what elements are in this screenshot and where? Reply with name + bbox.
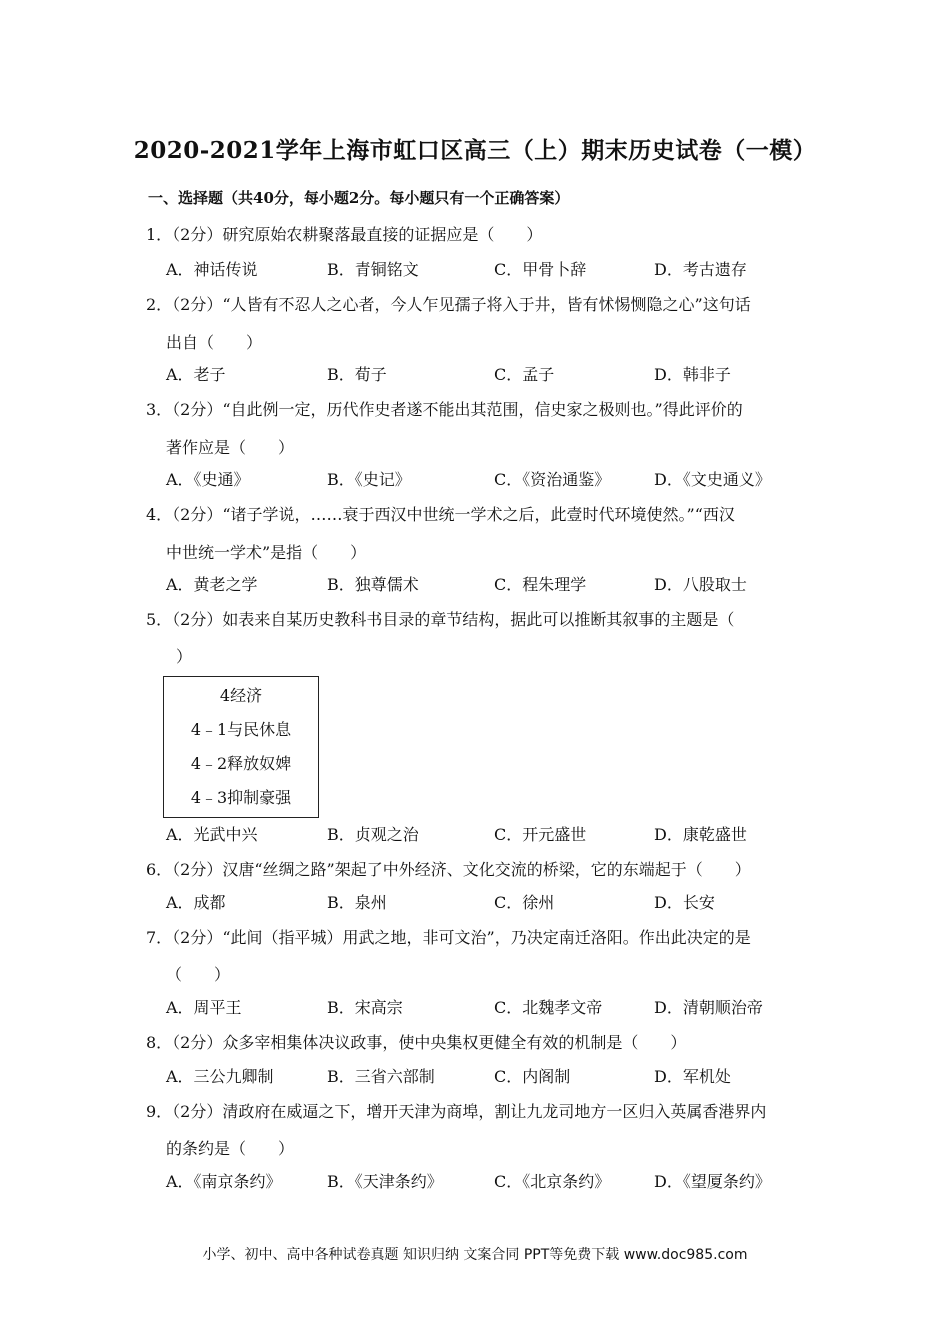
- option-c: C．甲骨卜辞: [494, 260, 587, 279]
- table-row: 4﹣1与民休息: [190, 720, 292, 739]
- option-d: D．八股取士: [654, 575, 747, 594]
- option-a: A．周平王: [166, 998, 242, 1017]
- question-5-stem: 5．（2分）如表来自某历史教科书目录的章节结构，据此可以推断其叙事的主题是（: [146, 610, 735, 629]
- option-b: B．泉州: [327, 893, 387, 912]
- option-b: B．荀子: [327, 365, 387, 384]
- option-b: B．青铜铭文: [327, 260, 419, 279]
- question-8-stem: 8．（2分）众多宰相集体决议政事，使中央集权更健全有效的机制是（ ）: [146, 1033, 687, 1052]
- table-row: 4﹣2释放奴婢: [190, 754, 292, 773]
- question-6-options: [166, 890, 806, 912]
- option-d: D．清朝顺治帝: [654, 998, 763, 1017]
- option-d: D．长安: [654, 893, 715, 912]
- question-8-options: [166, 1064, 806, 1086]
- option-c: C．程朱理学: [494, 575, 587, 594]
- option-d: D．《望厦条约》: [654, 1172, 771, 1191]
- option-d: D．军机处: [654, 1067, 731, 1086]
- question-7-stem-continued: （ ）: [166, 965, 231, 984]
- chapter-table: [163, 676, 319, 818]
- option-b: B．《史记》: [327, 470, 411, 489]
- option-a: A．老子: [166, 365, 226, 384]
- option-a: A．三公九卿制: [166, 1067, 274, 1086]
- table-row: 4经济: [219, 686, 263, 705]
- option-a: A．神话传说: [166, 260, 258, 279]
- option-c: C．《北京条约》: [494, 1172, 611, 1191]
- question-2-options: [166, 362, 806, 384]
- option-c: C．孟子: [494, 365, 555, 384]
- option-d: D．考古遗存: [654, 260, 747, 279]
- question-4-stem-continued: 中世统一学术”是指（ ）: [166, 543, 367, 562]
- question-4-options: [166, 572, 806, 594]
- question-1-stem: 1．（2分）研究原始农耕聚落最直接的证据应是（ ）: [146, 225, 543, 244]
- question-3-stem-continued: 著作应是（ ）: [166, 438, 295, 457]
- option-d: D．韩非子: [654, 365, 731, 384]
- page-footer: 小学、初中、高中各种试卷真题 知识归纳 文案合同 PPT等免费下载 www.doc985.com: [202, 1247, 748, 1263]
- option-b: B．贞观之治: [327, 825, 419, 844]
- option-c: C．开元盛世: [494, 825, 587, 844]
- option-a: A．《南京条约》: [166, 1172, 282, 1191]
- question-6-stem: 6．（2分）汉唐“丝绸之路”架起了中外经济、文化交流的桥梁，它的东端起于（ ）: [146, 860, 751, 879]
- question-9-stem: 9．（2分）清政府在威逼之下，增开天津为商埠，割让九龙司地方一区归入英属香港界内: [146, 1102, 767, 1121]
- page-title: 2020-2021学年上海市虹口区高三（上）期末历史试卷（一模）: [133, 137, 817, 164]
- option-b: B．宋高宗: [327, 998, 403, 1017]
- question-5-stem-continued: ）: [176, 647, 193, 666]
- option-c: C．内阁制: [494, 1067, 571, 1086]
- question-5-options: [166, 822, 806, 844]
- question-3-options: [166, 467, 806, 489]
- table-row: 4﹣3抑制豪强: [190, 788, 292, 807]
- option-b: B．独尊儒术: [327, 575, 419, 594]
- option-b: B．《天津条约》: [327, 1172, 443, 1191]
- option-a: A．光武中兴: [166, 825, 258, 844]
- option-c: C．徐州: [494, 893, 555, 912]
- question-7-options: [166, 995, 806, 1017]
- question-2-stem-continued: 出自（ ）: [166, 333, 263, 352]
- question-9-stem-continued: 的条约是（ ）: [166, 1139, 295, 1158]
- option-d: D．康乾盛世: [654, 825, 747, 844]
- option-a: A．成都: [166, 893, 226, 912]
- option-b: B．三省六部制: [327, 1067, 435, 1086]
- option-a: A．《史通》: [166, 470, 250, 489]
- question-7-stem: 7．（2分）“此间（指平城）用武之地，非可文治”，乃决定南迁洛阳。作出此决定的是: [146, 928, 751, 947]
- option-a: A．黄老之学: [166, 575, 258, 594]
- question-2-stem: 2．（2分）“人皆有不忍人之心者，今人乍见孺子将入于井，皆有怵惕恻隐之心”这句话: [146, 295, 751, 314]
- option-c: C．《资治通鉴》: [494, 470, 611, 489]
- question-1-options: [166, 257, 806, 279]
- question-9-options: [166, 1169, 806, 1191]
- option-c: C．北魏孝文帝: [494, 998, 603, 1017]
- option-d: D．《文史通义》: [654, 470, 771, 489]
- question-3-stem: 3．（2分）“自此例一定，历代作史者遂不能出其范围，信史家之极则也。”得此评价的: [146, 400, 743, 419]
- section-heading: 一、选择题（共40分，每小题2分。每小题只有一个正确答案）: [148, 189, 570, 207]
- question-4-stem: 4．（2分）“诸子学说，……衰于西汉中世统一学术之后，此壹时代环境使然。”“西汉: [146, 505, 735, 524]
